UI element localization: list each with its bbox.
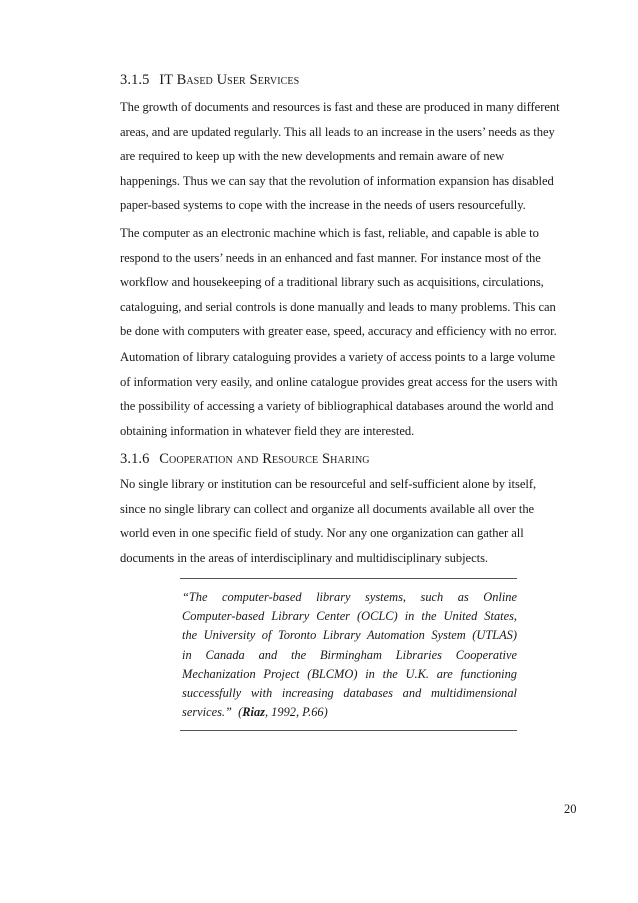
page-number: 20 [564, 802, 577, 816]
quote-line: the University of Toronto Library Automation System (UTLAS) [182, 628, 517, 643]
quote-end-text: services.” [182, 705, 232, 720]
paragraph-automation-cataloguing [120, 345, 558, 443]
quote-line: “The computer-based library systems, such as Online [182, 590, 517, 604]
quote-bottom-rule [180, 730, 517, 731]
text-line: the possibility of accessing a variety of bibliographical databases around the world and [120, 399, 554, 414]
text-line: documents in the areas of interdisciplinary and multidisciplinary subjects. [120, 550, 489, 565]
block-quote [182, 588, 517, 722]
citation-open: ( [238, 705, 243, 720]
text-line: The computer as an electronic machine which is fast, reliable, and capable is able to [120, 226, 539, 240]
text-line: be done with computers with greater ease, speed, accuracy and efficiency with no error. [120, 324, 557, 339]
quote-line-last [182, 703, 517, 722]
quote-line: Mechanization Project (BLCMO) in the U.K. are functioning [182, 666, 517, 681]
text-line: respond to the users’ needs in an enhanced and fast manner. For instance most of the [120, 250, 541, 265]
quote-top-rule [180, 578, 517, 579]
section-heading-3-1-5 [120, 72, 299, 89]
text-line: The growth of documents and resources is fast and these are produced in many different [120, 100, 560, 114]
section-heading-3-1-6 [120, 451, 370, 468]
paragraph-growth-of-documents [120, 95, 560, 218]
text-line: are required to keep up with the new developments and remain aware of new [120, 149, 505, 164]
text-line: Automation of library cataloguing provides a variety of access points to a large volume [120, 350, 556, 364]
text-line: paper-based systems to cope with the increase in the needs of users resourcefully. [120, 198, 526, 213]
section-number: 3.1.6 [120, 451, 150, 467]
text-line: since no single library can collect and organize all documents available all over the [120, 501, 535, 516]
text-line: cataloguing, and serial controls is done manually and leads to many problems. This can [120, 299, 556, 314]
text-line: areas, and are updated regularly. This all leads to an increase in the users’ needs as they [120, 124, 555, 139]
text-line: obtaining information in whatever field they are interested. [120, 423, 415, 438]
section-title: Cooperation and Resource Sharing [159, 451, 370, 467]
quote-line: Computer-based Library Center (OCLC) in the United States, [182, 609, 517, 624]
section-title: IT Based User Services [159, 72, 300, 88]
paragraph-no-single-library [120, 472, 537, 570]
citation-details: , 1992, P.66) [264, 705, 328, 720]
citation-author: Riaz [242, 705, 265, 720]
text-line: No single library or institution can be resourceful and self-sufficient alone by itself, [120, 477, 537, 491]
text-line: happenings. Thus we can say that the revolution of information expansion has disabled [120, 173, 554, 188]
text-line: workflow and housekeeping of a traditional library such as acquisitions, circulations, [120, 275, 544, 290]
text-line: of information very easily, and online catalogue provides great access for the users with [120, 374, 558, 389]
text-line: world even in one specific field of study. Nor any one organization can gather all [120, 526, 524, 541]
paragraph-computer-machine [120, 221, 557, 344]
section-number: 3.1.5 [120, 72, 150, 88]
quote-line: successfully with increasing databases and multidimensional [182, 686, 517, 701]
quote-line: in Canada and the Birmingham Libraries Cooperative [182, 647, 517, 662]
